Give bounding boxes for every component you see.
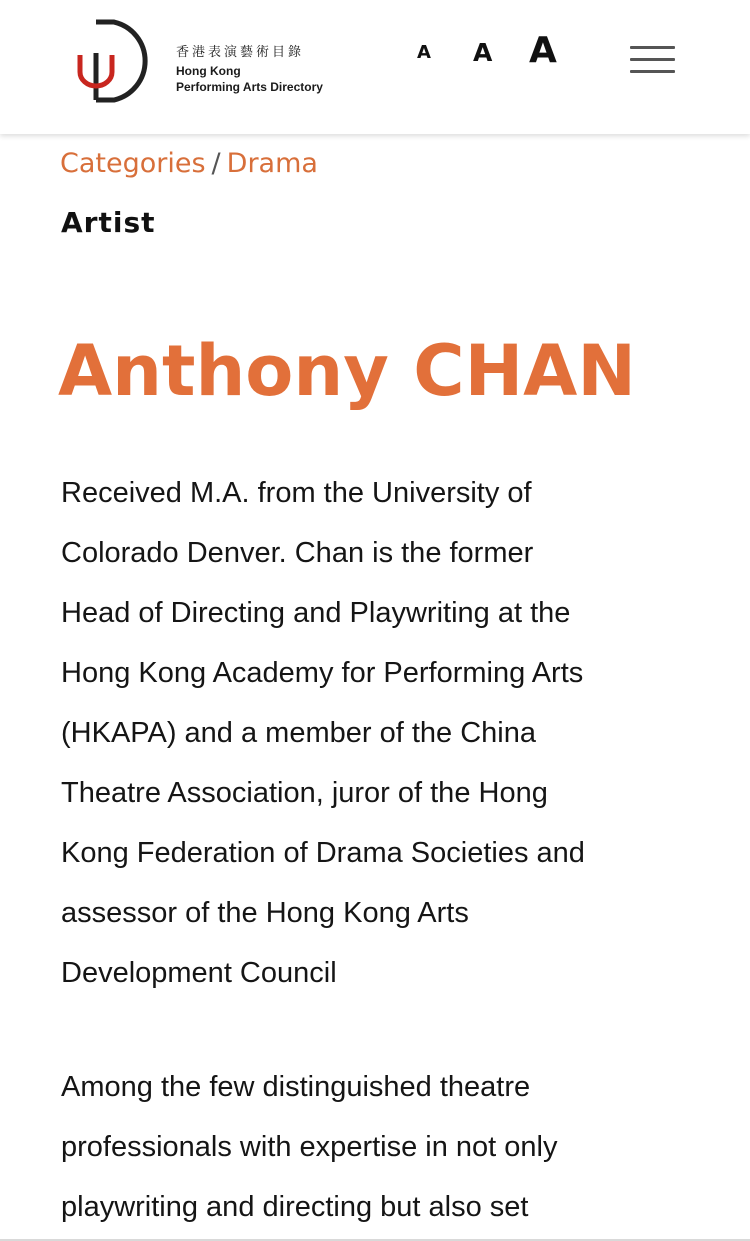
font-size-large-button[interactable]: A xyxy=(529,30,557,71)
menu-bar xyxy=(630,46,675,49)
logo-mark-icon xyxy=(74,17,164,107)
font-size-medium-button[interactable]: A xyxy=(473,38,493,67)
site-logo[interactable] xyxy=(74,17,346,107)
artist-name-heading: Anthony CHAN xyxy=(58,330,636,412)
breadcrumb-categories-link[interactable]: Categories xyxy=(60,148,206,179)
entry-type-label: Artist xyxy=(61,206,156,239)
artist-bio-paragraph: Received M.A. from the University of Colorado Denver. Chan is the former Head of Directing and Playwriting at the Hong Kong Academy for Performing Arts (HKAPA) and a member of the China Theatre Association, juror of the Hong Kong Federation of Drama Societies and assessor of the Hong Kong Arts Development Council xyxy=(61,477,585,989)
font-size-small-button[interactable]: A xyxy=(417,42,431,63)
logo-english-line2: Performing Arts Directory xyxy=(176,80,323,94)
breadcrumb xyxy=(60,148,318,179)
menu-bar xyxy=(630,58,675,61)
logo-english-line1: Hong Kong xyxy=(176,64,241,78)
logo-chinese-title: 香港表演藝術目錄 xyxy=(176,45,305,60)
site-header xyxy=(0,0,750,134)
menu-bar xyxy=(630,70,675,73)
artist-bio-paragraph: Among the few distinguished theatre professionals with expertise in not only playwriting and directing but also set xyxy=(61,1071,558,1223)
breadcrumb-drama-link[interactable]: Drama xyxy=(226,148,318,179)
breadcrumb-separator: / xyxy=(211,148,221,179)
hamburger-icon[interactable] xyxy=(630,46,676,76)
